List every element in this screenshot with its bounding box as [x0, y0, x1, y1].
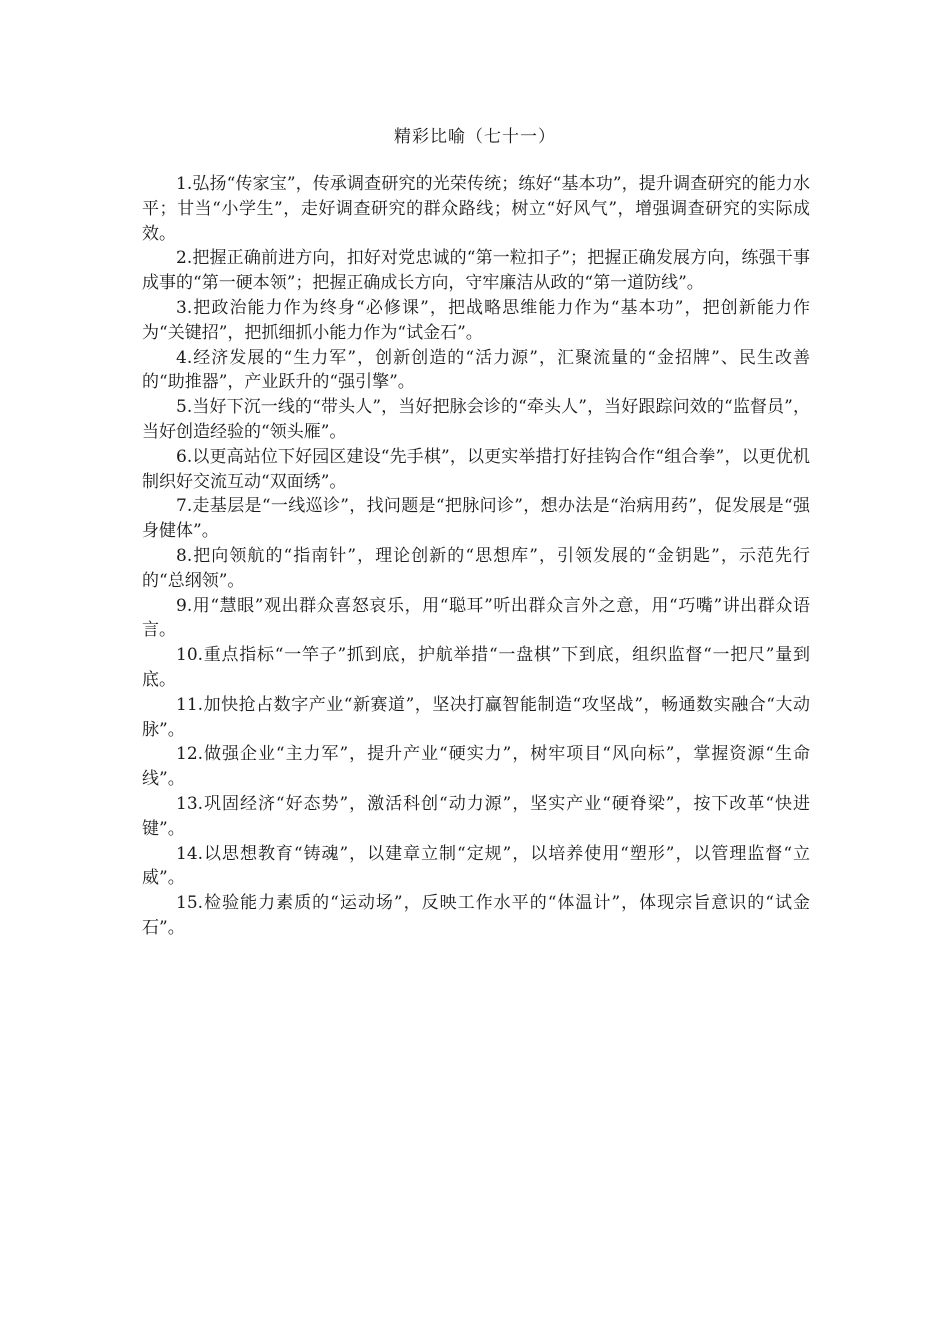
- paragraph-2: 2.把握正确前进方向，扣好对党忠诚的“第一粒扣子”；把握正确发展方向，练强干事成事的“第一硬本领”；把握正确成长方向，守牢廉洁从政的“第一道防线”。: [142, 248, 810, 294]
- paragraph-5: 5.当好下沉一线的“带头人”，当好把脉会诊的“牵头人”，当好跟踪问效的“监督员”，当好创造经验的“领头雁”。: [142, 397, 810, 442]
- paragraph-7: 7.走基层是“一线巡诊”，找问题是“把脉问诊”，想办法是“治病用药”，促发展是“强身健体”。: [142, 496, 810, 542]
- paragraph-1: 1.弘扬“传家宝”，传承调查研究的光荣传统；练好“基本功”，提升调查研究的能力水平；甘当“小学生”，走好调查研究的群众路线；树立“好风气”，增强调查研究的实际成效。: [142, 174, 810, 244]
- paragraph-6: 6.以更高站位下好园区建设“先手棋”，以更实举措打好挂钩合作“组合拳”，以更优机制织好交流互动“双面绣”。: [142, 446, 810, 492]
- document-body: [142, 172, 810, 941]
- paragraph-9: 9.用“慧眼”观出群众喜怒哀乐，用“聪耳”听出群众言外之意，用“巧嘴”讲出群众语言。: [142, 595, 810, 641]
- paragraph-12: 12.做强企业“主力军”，提升产业“硬实力”，树牢项目“风向标”，掌握资源“生命线”。: [142, 744, 810, 790]
- paragraph-4: 4.经济发展的“生力军”，创新创造的“活力源”，汇聚流量的“金招牌”、民生改善的“助推器”，产业跃升的“强引擎”。: [142, 347, 810, 393]
- paragraph-10: 10.重点指标“一竿子”抓到底，护航举措“一盘棋”下到底，组织监督“一把尺”量到底。: [142, 645, 810, 690]
- paragraph-13: 13.巩固经济“好态势”，激活科创“动力源”，坚实产业“硬脊梁”，按下改革“快进键”。: [142, 793, 810, 839]
- paragraph-15: 15.检验能力素质的“运动场”，反映工作水平的“体温计”，体现宗旨意识的“试金石”。: [142, 893, 810, 938]
- paragraph-8: 8.把向领航的“指南针”，理论创新的“思想库”，引领发展的“金钥匙”，示范先行的“总纲领”。: [142, 545, 810, 591]
- document-title: 精彩比喻（七十一）: [394, 127, 556, 147]
- paragraph-3: 3.把政治能力作为终身“必修课”，把战略思维能力作为“基本功”，把创新能力作为“关键招”，把抓细抓小能力作为“试金石”。: [142, 297, 810, 343]
- paragraph-11: 11.加快抢占数字产业“新赛道”，坚决打赢智能制造“攻坚战”，畅通数实融合“大动脉”。: [142, 694, 810, 740]
- paragraph-14: 14.以思想教育“铸魂”，以建章立制“定规”，以培养使用“塑形”，以管理监督“立威”。: [142, 843, 810, 889]
